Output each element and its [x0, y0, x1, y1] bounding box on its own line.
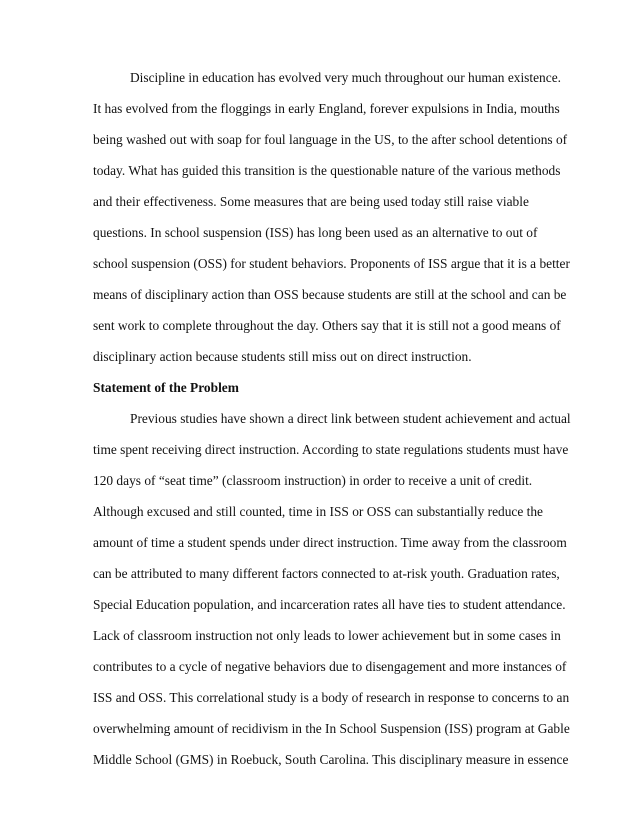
paragraph-2-line: contributes to a cycle of negative behaviors due to disengagement and more instances of	[93, 659, 567, 674]
paragraph-2-line: Previous studies have shown a direct link between student achievement and actual	[130, 411, 571, 426]
paragraph-2-line: Special Education population, and incarceration rates all have ties to student attendance.	[93, 597, 566, 612]
paragraph-2-line: Although excused and still counted, time in ISS or OSS can substantially reduce the	[93, 504, 543, 519]
paragraph-1-line: questions. In school suspension (ISS) has long been used as an alternative to out of	[93, 225, 538, 240]
paragraph-2-line: time spent receiving direct instruction. According to state regulations students must have	[93, 442, 569, 457]
paragraph-1-line: sent work to complete throughout the day. Others say that it is still not a good means of	[93, 318, 561, 333]
paragraph-1-line: and their effectiveness. Some measures that are being used today still raise viable	[93, 194, 529, 209]
paragraph-2-line: overwhelming amount of recidivism in the In School Suspension (ISS) program at Gable	[93, 721, 570, 736]
paragraph-2-line: 120 days of “seat time” (classroom instruction) in order to receive a unit of credit.	[93, 473, 533, 488]
paragraph-2-line: ISS and OSS. This correlational study is a body of research in response to concerns to an	[93, 690, 570, 705]
paragraph-1-line: means of disciplinary action than OSS because students are still at the school and can be	[93, 287, 567, 302]
section-heading: Statement of the Problem	[93, 380, 239, 395]
paragraph-1-line: disciplinary action because students still miss out on direct instruction.	[93, 349, 472, 364]
paragraph-1-line: today. What has guided this transition is the questionable nature of the various methods	[93, 163, 561, 178]
paragraph-1-line: Discipline in education has evolved very much throughout our human existence.	[130, 70, 561, 85]
paragraph-2-line: amount of time a student spends under direct instruction. Time away from the classroom	[93, 535, 567, 550]
paragraph-1-line: school suspension (OSS) for student behaviors. Proponents of ISS argue that it is a better	[93, 256, 570, 271]
paragraph-1-line: being washed out with soap for foul language in the US, to the after school detentions of	[93, 132, 568, 147]
paragraph-2-line: Lack of classroom instruction not only leads to lower achievement but in some cases in	[93, 628, 561, 643]
paragraph-2-line: Middle School (GMS) in Roebuck, South Carolina. This disciplinary measure in essence	[93, 752, 569, 767]
paragraph-1-line: It has evolved from the floggings in early England, forever expulsions in India, mouths	[93, 101, 560, 116]
paragraph-2-line: can be attributed to many different factors connected to at-risk youth. Graduation rates,	[93, 566, 560, 581]
